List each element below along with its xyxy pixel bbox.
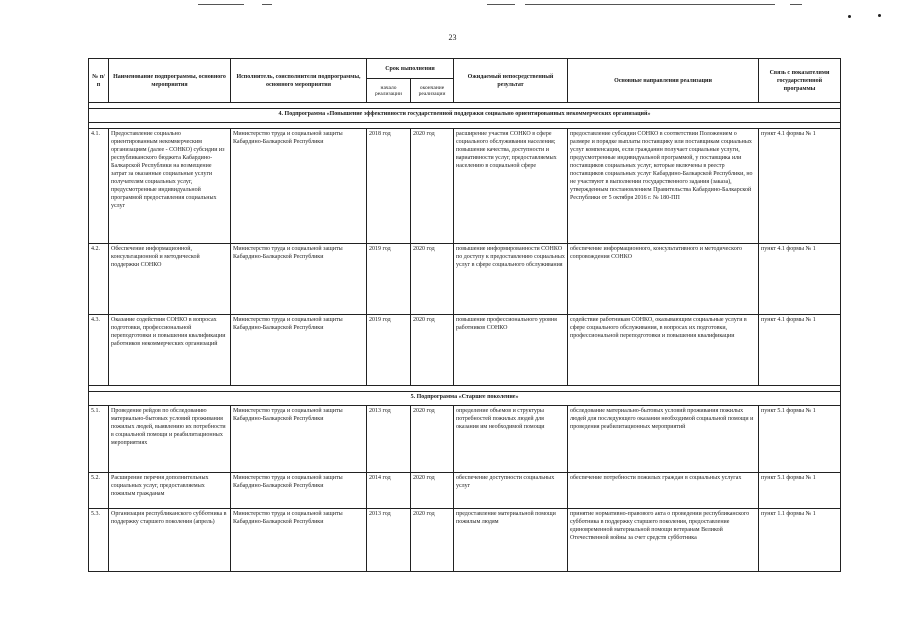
section-title-row — [89, 109, 841, 123]
row-start: 2013 год — [367, 509, 411, 572]
row-end: 2020 год — [411, 509, 454, 572]
row-name: Организация республиканского субботника в поддержку старшего поколения (апрель) — [109, 509, 231, 572]
row-link: пункт 4.1 формы № 1 — [759, 129, 841, 244]
header-result: Ожидаемый непосредственный результат — [454, 59, 568, 103]
scan-line-1 — [198, 4, 244, 5]
row-link: пункт 5.1 формы № 1 — [759, 473, 841, 509]
row-executor: Министерство труда и социальной защиты Кабардино-Балкарской Республики — [231, 244, 367, 315]
row-num: 5.3. — [89, 509, 109, 572]
row-result: определение объемов и структуры потребностей пожилых людей для оказания им необходимой помощи — [454, 406, 568, 473]
row-result: обеспечение доступности социальных услуг — [454, 473, 568, 509]
row-result: предоставление материальной помощи пожилым людям — [454, 509, 568, 572]
row-name: Оказание содействия СОНКО в вопросах подготовки, профессиональной переподготовки и повышения квалификации работников некоммерческих организаций — [109, 315, 231, 386]
scan-line-3 — [487, 4, 515, 5]
scan-dot-2 — [878, 14, 881, 17]
page-number: 23 — [448, 33, 457, 42]
row-start: 2019 год — [367, 315, 411, 386]
scan-line-4 — [525, 4, 775, 5]
row-name: Обеспечение информационной, консультационной и методической поддержки СОНКО — [109, 244, 231, 315]
row-link: пункт 1.1 формы № 1 — [759, 509, 841, 572]
row-directions: обследование материально-бытовых условий проживания пожилых людей для последующего оказания необходимой социальной помощи и проведения реабилитационных мероприятий — [568, 406, 759, 473]
row-result: повышение профессионального уровня работников СОНКО — [454, 315, 568, 386]
header-term-start: начало реализации — [367, 79, 411, 103]
row-end: 2020 год — [411, 129, 454, 244]
row-start: 2018 год — [367, 129, 411, 244]
row-num: 5.1. — [89, 406, 109, 473]
header-term-end: окончание реализации — [411, 79, 454, 103]
row-num: 5.2. — [89, 473, 109, 509]
row-link: пункт 4.1 формы № 1 — [759, 244, 841, 315]
row-directions: предоставление субсидии СОНКО в соответствии Положением о размере и порядке выплаты поставщику или поставщикам социальных услуг компенсации, если гражданин получает социальные услуги, предусмотренные индивидуальной программой, у поставщика или поставщиков социальных услуг, которые включены в реестр поставщиков социальных услуг Кабардино-Балкарской Республики, но не участвуют в выполнении государственного задания (заказа), утвержденным постановлением Правительства Кабардино-Балкарской Республики от 5 октября 2016 г. № 180-ПП — [568, 129, 759, 244]
row-result: повышение информированности СОНКО по доступу к предоставлению социальных услуг в сфере социального обслуживания — [454, 244, 568, 315]
row-directions: содействие работникам СОНКО, оказывающим социальные услуги в сфере социального обслуживания, в вопросах их подготовки, профессиональной переподготовки и повышения квалификации — [568, 315, 759, 386]
table-row — [89, 315, 841, 386]
row-result: расширение участия СОНКО в сфере социального обслуживания населения; повышение качества, доступности и вариативности услуг, предоставляемых населению в социальной сфере — [454, 129, 568, 244]
table-row — [89, 473, 841, 509]
table-row — [89, 509, 841, 572]
row-end: 2020 год — [411, 406, 454, 473]
scan-line-2 — [262, 4, 272, 5]
row-link: пункт 5.1 формы № 1 — [759, 406, 841, 473]
header-directions: Основные направления реализации — [568, 59, 759, 103]
section-title: 5. Подпрограмма «Старшее поколение» — [89, 392, 841, 406]
row-executor: Министерство труда и социальной защиты Кабардино-Балкарской Республики — [231, 473, 367, 509]
header-term: Срок выполнения — [367, 59, 454, 79]
row-name: Предоставление социально ориентированным некоммерческим организациям (далее - СОНКО) субсидии из республиканского бюджета Кабардино-Балкарской Республики на возмещение затрат за оказанные социальные услуги получателям социальных услуг, предусмотренные индивидуальной программой предоставления социальных услуг — [109, 129, 231, 244]
section-title: 4. Подпрограмма «Повышение эффективности государственной поддержки социально ориентированных некоммерческих организаций» — [89, 109, 841, 123]
row-num: 4.2. — [89, 244, 109, 315]
row-num: 4.3. — [89, 315, 109, 386]
row-name: Расширение перечня дополнительных социальных услуг, предоставляемых пожилым гражданам — [109, 473, 231, 509]
row-executor: Министерство труда и социальной защиты Кабардино-Балкарской Республики — [231, 406, 367, 473]
row-executor: Министерство труда и социальной защиты Кабардино-Балкарской Республики — [231, 315, 367, 386]
header-name: Наименование подпрограммы, основного мероприятия — [109, 59, 231, 103]
row-end: 2020 год — [411, 315, 454, 386]
row-directions: обеспечение потребности пожилых граждан в социальных услугах — [568, 473, 759, 509]
row-directions: принятие нормативно-правового акта о проведении республиканского субботника в поддержку старшего поколения, предоставление единовременной материальной помощи ветеранам Великой Отечественной войны за счет средств субботника — [568, 509, 759, 572]
table-row — [89, 129, 841, 244]
header-link: Связь с показателями государственной программы — [759, 59, 841, 103]
scan-dot-1 — [848, 15, 851, 18]
row-directions: обеспечение информационного, консультативного и методического сопровождения СОНКО — [568, 244, 759, 315]
row-link: пункт 4.1 формы № 1 — [759, 315, 841, 386]
program-measures-table — [88, 58, 841, 572]
table-row — [89, 406, 841, 473]
row-end: 2020 год — [411, 473, 454, 509]
row-executor: Министерство труда и социальной защиты Кабардино-Балкарской Республики — [231, 509, 367, 572]
row-executor: Министерство труда и социальной защиты Кабардино-Балкарской Республики — [231, 129, 367, 244]
row-start: 2014 год — [367, 473, 411, 509]
row-name: Проведение рейдов по обследованию материально-бытовых условий проживания пожилых людей, выявлению их потребности в социальной помощи и реабилитационных мероприятиях — [109, 406, 231, 473]
section-title-row — [89, 392, 841, 406]
header-num: № п/п — [89, 59, 109, 103]
header-executor: Исполнитель, соисполнители подпрограммы, основного мероприятия — [231, 59, 367, 103]
row-num: 4.1. — [89, 129, 109, 244]
scan-line-5 — [790, 4, 802, 5]
row-start: 2013 год — [367, 406, 411, 473]
row-start: 2019 год — [367, 244, 411, 315]
row-end: 2020 год — [411, 244, 454, 315]
table-row — [89, 244, 841, 315]
